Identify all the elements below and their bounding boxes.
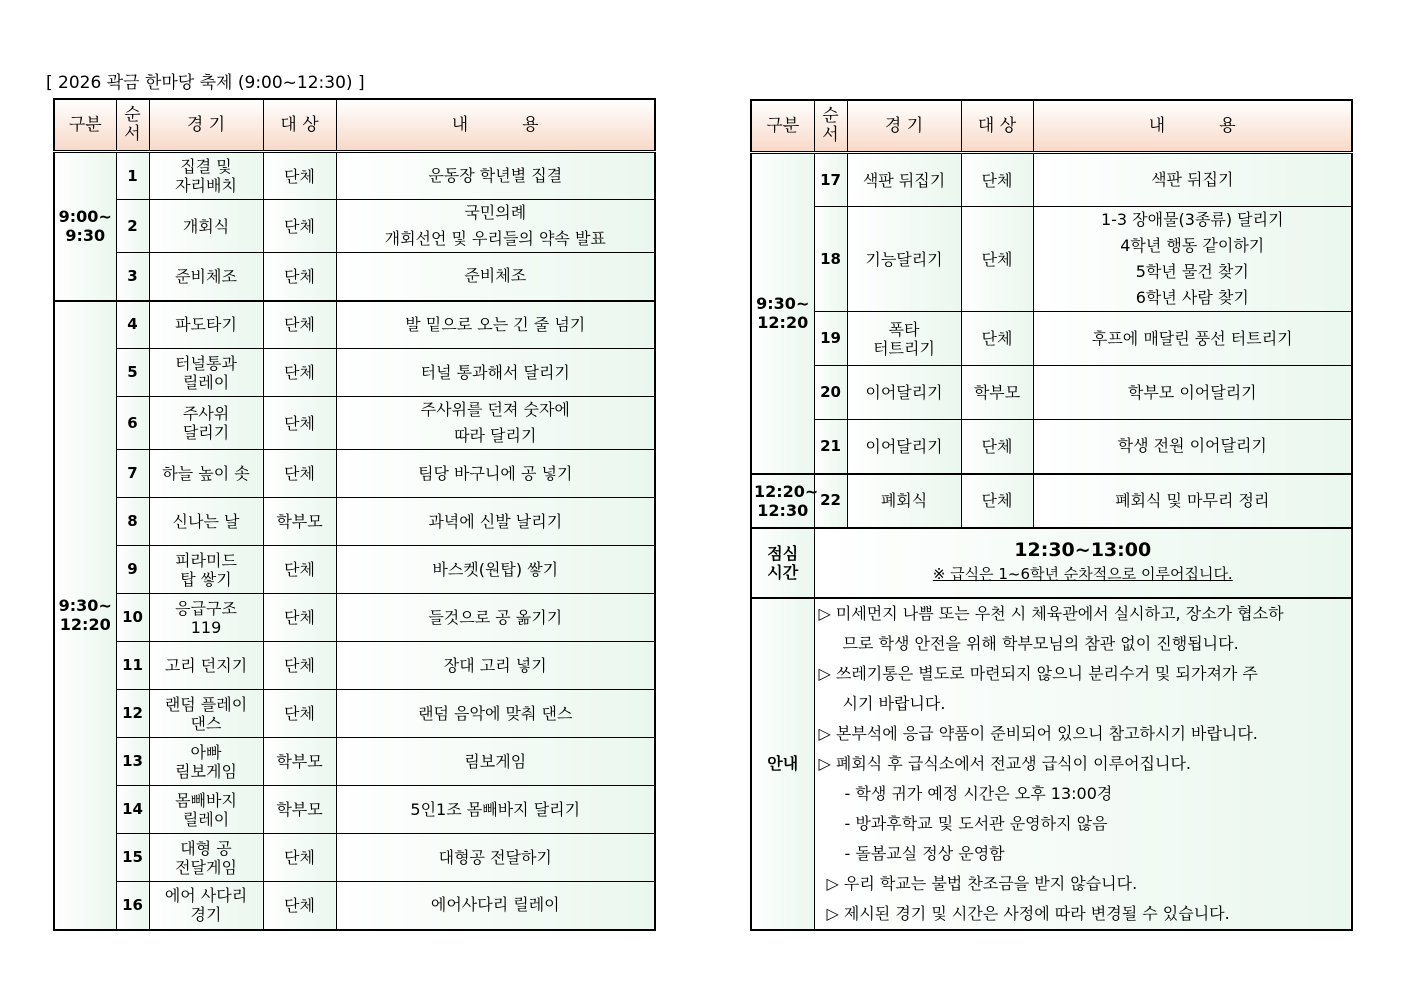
order-cell: 4 [116, 301, 149, 349]
event-cell: 고리 던지기 [149, 642, 263, 690]
content-cell: 후프에 매달린 풍선 터트리기 [1033, 312, 1352, 366]
order-cell: 10 [116, 594, 149, 642]
content-cell: 랜덤 음악에 맞춰 댄스 [336, 690, 655, 738]
notice-row [751, 598, 1352, 930]
table-row [54, 738, 655, 786]
table-row [751, 207, 1352, 312]
content-cell: 5인1조 몸빼바지 달리기 [336, 786, 655, 834]
event-cell: 색판 뒤집기 [847, 153, 961, 207]
header-target: 대 상 [263, 99, 336, 152]
order-cell: 18 [814, 207, 847, 312]
content-cell: 색판 뒤집기 [1033, 153, 1352, 207]
target-cell: 단체 [263, 200, 336, 253]
table-row [54, 253, 655, 301]
group-time-cell: 12:20~ 12:30 [751, 474, 814, 528]
order-cell: 13 [116, 738, 149, 786]
order-cell: 6 [116, 397, 149, 450]
table-row [54, 450, 655, 498]
event-cell: 이어달리기 [847, 366, 961, 420]
content-cell: 에어사다리 릴레이 [336, 882, 655, 930]
event-cell: 폐회식 [847, 474, 961, 528]
order-cell: 17 [814, 153, 847, 207]
target-cell: 단체 [961, 474, 1033, 528]
event-cell: 주사위 달리기 [149, 397, 263, 450]
order-cell: 7 [116, 450, 149, 498]
notice-line: ▷ 쓰레기통은 별도로 마련되지 않으니 분리수거 및 되가져가 주 [818, 663, 1258, 683]
order-cell: 5 [116, 349, 149, 397]
order-cell: 22 [814, 474, 847, 528]
lunch-time: 12:30~13:00 [1014, 539, 1152, 561]
content-cell: 과녁에 신발 날리기 [336, 498, 655, 546]
page-title: [ 2026 곽금 한마당 축제 (9:00~12:30) ] [46, 73, 365, 93]
content-cell: 폐회식 및 마무리 정리 [1033, 474, 1352, 528]
order-cell: 19 [814, 312, 847, 366]
content-cell: 팀당 바구니에 공 넣기 [336, 450, 655, 498]
notice-line: - 돌봄교실 정상 운영함 [844, 843, 1005, 863]
event-cell: 랜덤 플레이 댄스 [149, 690, 263, 738]
notice-line: 시기 바랍니다. [842, 693, 946, 713]
schedule-table-right [750, 99, 1353, 931]
target-cell: 단체 [263, 152, 336, 200]
target-cell: 단체 [263, 301, 336, 349]
table-row [751, 420, 1352, 474]
event-cell: 아빠 림보게임 [149, 738, 263, 786]
header-target: 대 상 [961, 100, 1033, 153]
target-cell: 단체 [263, 450, 336, 498]
table-row [54, 882, 655, 930]
target-cell: 단체 [961, 207, 1033, 312]
content-cell: 국민의례 개회선언 및 우리들의 약속 발표 [336, 200, 655, 253]
table-row [54, 397, 655, 450]
event-cell: 피라미드 탑 쌓기 [149, 546, 263, 594]
content-cell: 장대 고리 넣기 [336, 642, 655, 690]
event-cell: 에어 사다리 경기 [149, 882, 263, 930]
header-group: 구분 [751, 100, 814, 153]
event-cell: 집결 및 자리배치 [149, 152, 263, 200]
event-cell: 이어달리기 [847, 420, 961, 474]
notice-line: ▷ 본부석에 응급 약품이 준비되어 있으니 참고하시기 바랍니다. [818, 723, 1258, 743]
event-cell: 개회식 [149, 200, 263, 253]
lunch-cell [814, 528, 1352, 598]
event-cell: 신나는 날 [149, 498, 263, 546]
order-cell: 15 [116, 834, 149, 882]
table-row [54, 152, 655, 200]
notice-line: ▷ 폐회식 후 급식소에서 전교생 급식이 이루어집니다. [818, 753, 1191, 773]
table-row [54, 834, 655, 882]
event-cell: 대형 공 전달게임 [149, 834, 263, 882]
notice-line: ▷ 우리 학교는 불법 찬조금을 받지 않습니다. [826, 873, 1138, 893]
content-cell: 준비체조 [336, 253, 655, 301]
order-cell: 16 [116, 882, 149, 930]
target-cell: 단체 [961, 420, 1033, 474]
target-cell: 단체 [263, 642, 336, 690]
table-row [54, 349, 655, 397]
table-row [751, 153, 1352, 207]
table-row [751, 312, 1352, 366]
target-cell: 학부모 [263, 738, 336, 786]
target-cell: 단체 [263, 253, 336, 301]
content-cell: 1-3 장애물(3종류) 달리기 4학년 행동 같이하기 5학년 물건 찾기 6학년 사람 찾기 [1033, 207, 1352, 312]
content-cell: 학부모 이어달리기 [1033, 366, 1352, 420]
table-row [54, 200, 655, 253]
lunch-note: ※ 급식은 1~6학년 순차적으로 이루어집니다. [932, 565, 1233, 583]
table-row [54, 642, 655, 690]
target-cell: 단체 [961, 312, 1033, 366]
target-cell: 단체 [263, 546, 336, 594]
table-row [751, 366, 1352, 420]
header-event: 경 기 [847, 100, 961, 153]
content-cell: 발 밑으로 오는 긴 줄 넘기 [336, 301, 655, 349]
header-event: 경 기 [149, 99, 263, 152]
content-cell: 바스켓(원탑) 쌓기 [336, 546, 655, 594]
table-row [54, 786, 655, 834]
group-time-cell: 9:30~ 12:20 [54, 301, 116, 930]
content-cell: 운동장 학년별 집결 [336, 152, 655, 200]
event-cell: 응급구조 119 [149, 594, 263, 642]
order-cell: 20 [814, 366, 847, 420]
target-cell: 학부모 [961, 366, 1033, 420]
content-cell: 들것으로 공 옮기기 [336, 594, 655, 642]
table-row [54, 498, 655, 546]
group-time-cell: 9:30~ 12:20 [751, 153, 814, 474]
event-cell: 몸빼바지 릴레이 [149, 786, 263, 834]
lunch-row [751, 528, 1352, 598]
order-cell: 3 [116, 253, 149, 301]
order-cell: 11 [116, 642, 149, 690]
order-cell: 12 [116, 690, 149, 738]
order-cell: 2 [116, 200, 149, 253]
content-cell: 주사위를 던져 숫자에 따라 달리기 [336, 397, 655, 450]
notice-line: 므로 학생 안전을 위해 학부모님의 참관 없이 진행됩니다. [842, 633, 1239, 653]
event-cell: 폭타 터트리기 [847, 312, 961, 366]
target-cell: 단체 [263, 349, 336, 397]
group-time-cell: 9:00~ 9:30 [54, 152, 116, 301]
order-cell: 8 [116, 498, 149, 546]
lunch-label: 점심 시간 [751, 528, 814, 598]
target-cell: 단체 [961, 153, 1033, 207]
target-cell: 단체 [263, 690, 336, 738]
notice-label: 안내 [751, 598, 814, 930]
target-cell: 단체 [263, 882, 336, 930]
order-cell: 9 [116, 546, 149, 594]
event-cell: 준비체조 [149, 253, 263, 301]
header-content: 내 용 [336, 99, 655, 152]
header-row [751, 100, 1352, 153]
header-group: 구분 [54, 99, 116, 152]
content-cell: 대형공 전달하기 [336, 834, 655, 882]
target-cell: 단체 [263, 594, 336, 642]
notice-cell [814, 598, 1352, 930]
target-cell: 단체 [263, 834, 336, 882]
notice-line: - 학생 귀가 예정 시간은 오후 13:00경 [844, 783, 1113, 803]
table-row [751, 474, 1352, 528]
target-cell: 단체 [263, 397, 336, 450]
header-content: 내 용 [1033, 100, 1352, 153]
table-row [54, 301, 655, 349]
table-row [54, 546, 655, 594]
table-row [54, 594, 655, 642]
order-cell: 1 [116, 152, 149, 200]
notice-line: ▷ 미세먼지 나쁨 또는 우천 시 체육관에서 실시하고, 장소가 협소하 [818, 603, 1284, 623]
target-cell: 학부모 [263, 498, 336, 546]
order-cell: 14 [116, 786, 149, 834]
header-row [54, 99, 655, 152]
target-cell: 학부모 [263, 786, 336, 834]
content-cell: 림보게임 [336, 738, 655, 786]
notice-line: - 방과후학교 및 도서관 운영하지 않음 [844, 813, 1108, 833]
order-cell: 21 [814, 420, 847, 474]
event-cell: 하늘 높이 솟 [149, 450, 263, 498]
event-cell: 파도타기 [149, 301, 263, 349]
schedule-table-left [53, 98, 656, 931]
event-cell: 기능달리기 [847, 207, 961, 312]
header-order: 순서 [814, 100, 847, 153]
content-cell: 학생 전원 이어달리기 [1033, 420, 1352, 474]
notice-line: ▷ 제시된 경기 및 시간은 사정에 따라 변경될 수 있습니다. [826, 903, 1230, 923]
content-cell: 터널 통과해서 달리기 [336, 349, 655, 397]
header-order: 순서 [116, 99, 149, 152]
table-row [54, 690, 655, 738]
event-cell: 터널통과 릴레이 [149, 349, 263, 397]
